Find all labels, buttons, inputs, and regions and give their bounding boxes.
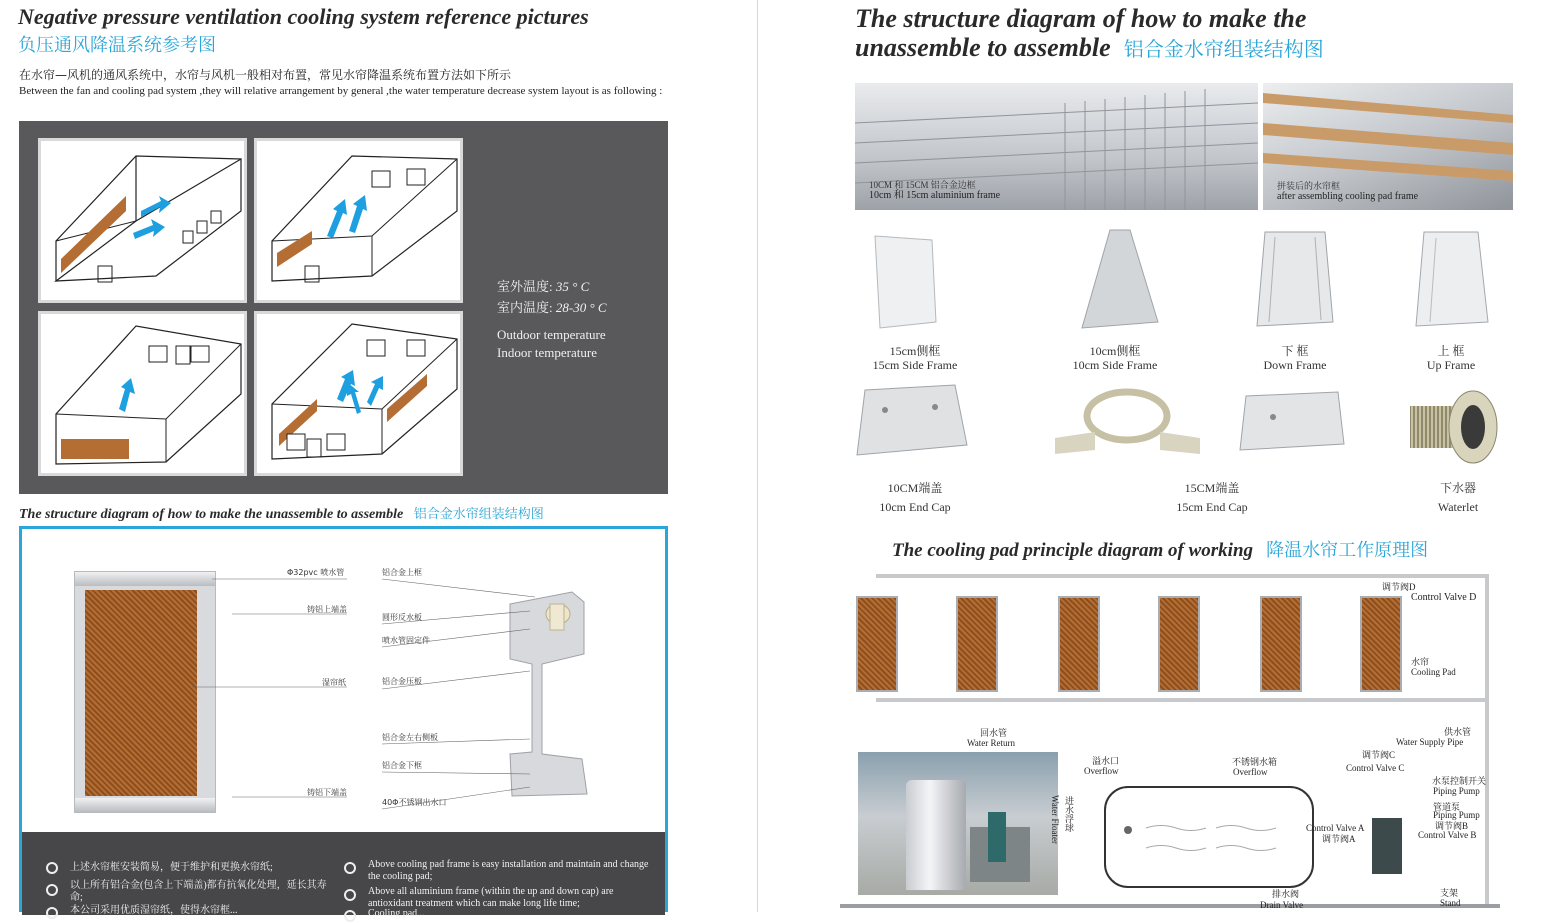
principle-title (892, 536, 1428, 562)
note-cn-3: 本公司采用优质湿帘纸，使得水帘框... (70, 905, 238, 916)
part-label-10cm-end-cap (845, 481, 985, 514)
label-supply-cn: 供水管 (1444, 727, 1472, 737)
part-waterlet (1405, 388, 1500, 466)
label-pump-switch-en: Piping Pump (1433, 786, 1480, 796)
part-15cm-side-cn: 15cm侧框 (889, 344, 941, 358)
photo2-caption-en: after assembling cooling pad frame (1277, 191, 1419, 202)
piping-pump (1372, 818, 1402, 874)
part-waterlet-cn: 下水器 (1439, 481, 1476, 495)
label-pump-cn: 管道泵 (1433, 802, 1461, 812)
part-10cm-side-en: 10cm Side Frame (1072, 358, 1158, 372)
principle-title-cn: 降温水帘工作原理图 (1266, 540, 1429, 561)
part-15cm-end-cap-cn: 15CM端盖 (1184, 481, 1240, 495)
photo2-caption-cn: 拼装后的水帘框 (1277, 181, 1341, 191)
part-15cm-side-frame (870, 236, 940, 328)
label-valve-a-cn: 调节阀A (1322, 834, 1356, 844)
tank-body (906, 780, 966, 890)
part-10cm-end-cap-en: 10cm End Cap (879, 500, 951, 514)
bullet-icon (344, 862, 356, 874)
label-drain-en: Drain Valve (1260, 900, 1304, 910)
principle-title-en: The cooling pad principle diagram of working (892, 540, 1254, 561)
label-lower-cap: 铸铝下端盖 (307, 788, 347, 797)
cooling-pad-photo (74, 571, 216, 813)
label-floater-en: Water Floater (1050, 795, 1060, 845)
cooling-pad-6 (1360, 596, 1402, 692)
label-return-en: Water Return (967, 738, 1016, 748)
left-section2-title-cn: 铝合金水帘组装结构图 (413, 507, 544, 522)
stainless-tank (1104, 786, 1314, 888)
label-valve-d-cn: 调节阀D (1382, 582, 1416, 592)
bullet-icon (344, 889, 356, 901)
label-overflow1-en: Overflow (1084, 766, 1119, 776)
left-section2-title-en: The structure diagram of how to make the unassemble to assemble (19, 507, 404, 522)
temp-indoor-value: 28-30 ° C (555, 300, 607, 315)
label-overflow2-en: Overflow (1233, 767, 1268, 777)
part-up-frame-cn: 上 框 (1437, 344, 1465, 358)
right-title-line1: The structure diagram of how to make the (855, 4, 1307, 33)
part-down-frame-cn: 下 框 (1281, 344, 1309, 358)
part-down-frame (1255, 232, 1335, 328)
part-15cm-end-cap (1238, 392, 1346, 454)
label-valve-c-en: Control Valve C (1346, 763, 1405, 773)
label-stand-cn: 支架 (1440, 888, 1459, 898)
part-10cm-end-cap (855, 385, 970, 460)
page-divider (757, 0, 758, 912)
label-press-board: 铝合金压板 (382, 677, 422, 686)
left-intro-cn: 在水帘—风机的通风系统中，水帘与风机一般相对布置，常见水帘降温系统布置方法如下所示 (19, 68, 512, 82)
label-valve-c-cn: 调节阀C (1362, 750, 1396, 760)
label-pump-switch-cn: 水泵控制开关 (1432, 776, 1487, 786)
left-title-cn: 负压通风降温系统参考图 (18, 35, 216, 56)
vent-diagram-3 (38, 311, 247, 476)
part-waterlet-en: Waterlet (1437, 500, 1479, 514)
assembly-frame (19, 526, 668, 919)
part-label-10cm-side (1045, 344, 1185, 372)
ground-line (840, 904, 1500, 908)
note-en-1: Above cooling pad frame is easy installation and maintain and change the cooling pad; (368, 859, 649, 882)
aluminium-frame-photo (855, 83, 1258, 210)
photo1-caption-cn: 10CM 和 15CM 铝合金边框 (869, 180, 976, 190)
label-valve-a-en: Control Valve A (1306, 823, 1365, 833)
cooling-pad-4 (1158, 596, 1200, 692)
left-section2-title (19, 503, 544, 523)
principle-diagram (840, 570, 1500, 912)
water-tank-photo (858, 752, 1058, 895)
pump-motor (988, 812, 1006, 862)
part-up-frame (1412, 232, 1492, 328)
temp-indoor-en: Indoor temperature (497, 345, 597, 360)
right-vertical-pipe (1485, 574, 1489, 904)
temp-indoor-line (497, 297, 607, 316)
bullet-icon (46, 862, 58, 874)
part-label-down-frame (1225, 344, 1365, 372)
label-pvc-pipe: Φ32pvc 喷水管 (287, 568, 345, 577)
part-label-15cm-end-cap (1142, 481, 1282, 514)
cooling-pad-3 (1058, 596, 1100, 692)
part-up-frame-en: Up Frame (1426, 358, 1476, 372)
cooling-pad-1 (856, 596, 898, 692)
label-valve-b-en: Control Valve B (1418, 830, 1477, 840)
label-overflow1-cn: 溢水口 (1092, 756, 1120, 766)
temp-outdoor-en: Outdoor temperature (497, 327, 606, 342)
pad-bottom-frame (75, 798, 215, 812)
right-title-line2 (855, 33, 1324, 63)
label-pump-en: Piping Pump (1433, 810, 1480, 820)
label-stand-en: Stand (1440, 898, 1461, 908)
right-title-cn: 铝合金水帘组装结构图 (1123, 37, 1324, 61)
pad-top-frame (75, 572, 215, 586)
bullet-icon (344, 910, 356, 922)
bottom-return-pipe (876, 698, 1489, 702)
left-intro-en: Between the fan and cooling pad system ,they will relative arrangement by general ,the water temperature decrease system layout is as following : (19, 85, 663, 97)
part-15cm-end-cap-en: 15cm End Cap (1176, 500, 1248, 514)
label-valve-d-en: Control Valve D (1411, 592, 1477, 603)
part-15cm-side-en: 15cm Side Frame (872, 358, 958, 372)
label-pad-paper: 湿帘纸 (322, 678, 346, 687)
label-outlet: 40Φ不锈钢出水口 (382, 798, 447, 807)
photo1-caption-en: 10cm 和 15cm aluminium frame (869, 190, 1001, 201)
vent-diagram-2 (254, 138, 463, 303)
label-upper-cap: 铸铝上端盖 (307, 605, 347, 614)
temp-outdoor-cn: 室外温度: (497, 279, 553, 294)
label-pipe-fixer: 喷水管固定件 (382, 636, 430, 645)
assembly-notes (22, 832, 665, 919)
cooling-pad-2 (956, 596, 998, 692)
label-round-board: 圆形反水板 (382, 613, 422, 622)
leader-lines-left (202, 569, 352, 809)
part-10cm-side-cn: 10cm侧框 (1089, 344, 1141, 358)
cooling-pad-fill (85, 590, 197, 796)
part-label-15cm-side (845, 344, 985, 372)
label-pad-cn: 水帘 (1411, 657, 1430, 667)
label-upper-frame: 铝合金上框 (382, 568, 422, 577)
label-lower-frame: 铝合金下框 (382, 761, 422, 770)
label-side-board: 铝合金左右侧板 (382, 733, 438, 742)
bullet-icon (46, 884, 58, 896)
top-supply-pipe (876, 574, 1489, 578)
label-pad-en: Cooling Pad (1411, 667, 1456, 677)
label-supply-en: Water Supply Pipe (1396, 737, 1464, 747)
temp-outdoor-value: 35 ° C (555, 279, 590, 294)
left-title-en: Negative pressure ventilation cooling system reference pictures (18, 4, 589, 29)
label-overflow2-cn: 不锈钢水箱 (1232, 757, 1278, 767)
assembled-frame-photo (1263, 83, 1513, 210)
vent-diagram-1 (38, 138, 247, 303)
temp-indoor-cn: 室内温度: (497, 300, 553, 315)
part-label-waterlet (1388, 481, 1528, 514)
note-cn-2: 以上所有铝合金(包含上下端盖)都有抗氧化处理，延长其寿命; (70, 880, 327, 903)
label-drain-cn: 排水阀 (1272, 889, 1300, 899)
label-valve-b-cn: 调节阀B (1435, 821, 1469, 831)
part-10cm-side-frame (1080, 230, 1160, 330)
part-label-up-frame (1381, 344, 1521, 372)
temp-outdoor-line (497, 276, 589, 295)
cooling-pad-5 (1260, 596, 1302, 692)
note-en-2: Above all aluminium frame (within the up and down cap) are antioxidant treatment which can make long life time; (368, 886, 614, 909)
part-down-frame-en: Down Frame (1263, 358, 1327, 372)
note-cn-1: 上述水帘框安装简易，便于维护和更换水帘纸; (70, 862, 273, 873)
leader-lines-mid (380, 569, 540, 809)
label-floater-cn: 进水浮球 (1064, 796, 1074, 832)
ventilation-panel (19, 121, 668, 494)
right-title-en-2: unassemble to assemble (855, 33, 1111, 62)
label-return-cn: 回水管 (980, 728, 1008, 738)
bullet-icon (46, 907, 58, 919)
part-15cm-end-cap-ring (1055, 388, 1200, 456)
vent-diagram-4 (254, 311, 463, 476)
note-en-3: Cooling pad... (368, 908, 425, 919)
part-10cm-end-cap-cn: 10CM端盖 (887, 481, 943, 495)
